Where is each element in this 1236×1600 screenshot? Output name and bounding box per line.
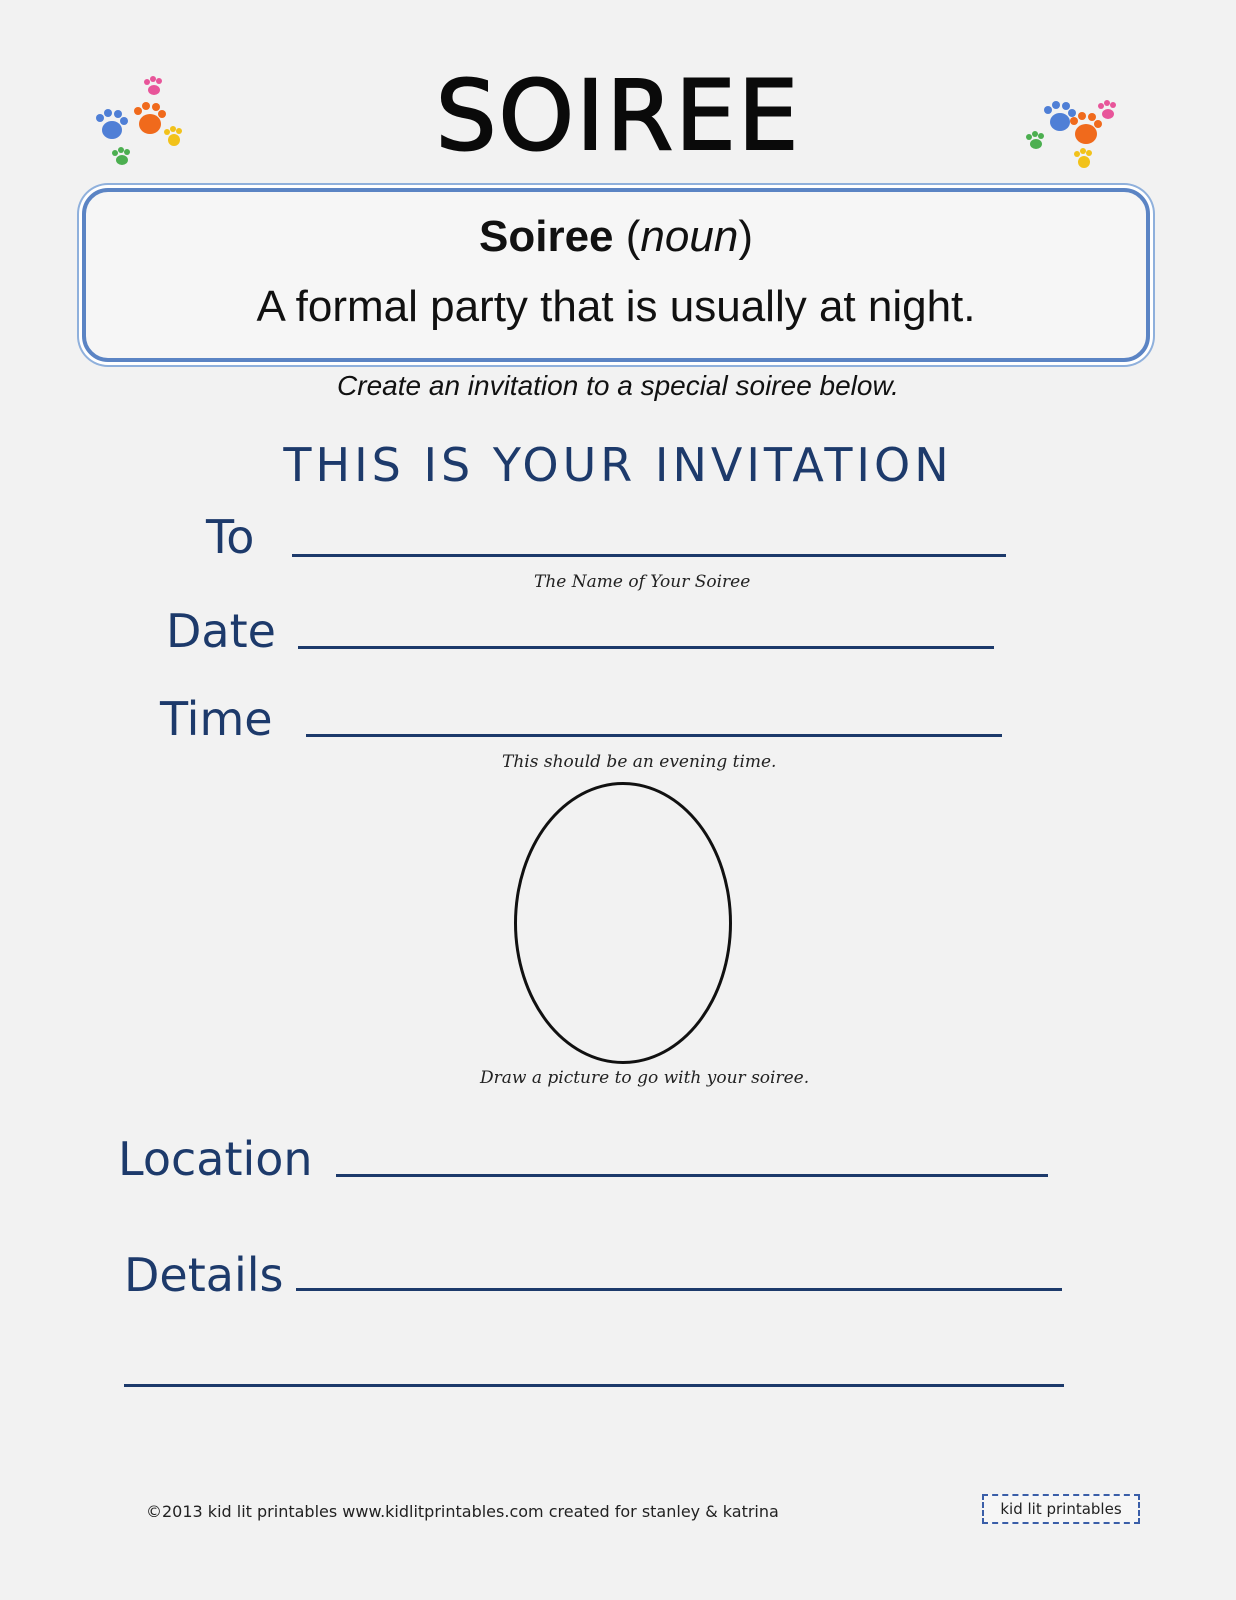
picture-frame[interactable]: [514, 782, 732, 1064]
to-label: To: [206, 510, 255, 564]
time-label: Time: [160, 692, 273, 746]
page-title: SOIREE: [435, 60, 801, 172]
to-hint: The Name of Your Soiree: [534, 572, 751, 592]
invitation-heading: THIS IS YOUR INVITATION: [283, 438, 953, 492]
definition-term: Soiree (noun): [479, 212, 753, 261]
location-label: Location: [118, 1132, 313, 1186]
instruction-text: Create an invitation to a special soiree below.: [337, 370, 899, 401]
details-extra-line[interactable]: [124, 1384, 1064, 1387]
details-label: Details: [124, 1248, 284, 1302]
part-of-speech: noun: [640, 212, 739, 261]
details-field[interactable]: [296, 1288, 1062, 1291]
brand-badge: kid lit printables: [982, 1494, 1140, 1524]
time-field[interactable]: [306, 734, 1002, 737]
to-field[interactable]: [292, 554, 1006, 557]
picture-hint: Draw a picture to go with your soiree.: [480, 1068, 810, 1088]
definition-meaning: A formal party that is usually at night.: [256, 282, 976, 331]
definition-box: [82, 188, 1150, 362]
location-field[interactable]: [336, 1174, 1048, 1177]
date-field[interactable]: [298, 646, 994, 649]
definition-word: Soiree: [479, 212, 614, 261]
date-label: Date: [166, 604, 276, 658]
footer-credit: ©2013 kid lit printables www.kidlitprintables.com created for stanley & katrina: [146, 1502, 779, 1521]
time-hint: This should be an evening time.: [502, 752, 777, 772]
